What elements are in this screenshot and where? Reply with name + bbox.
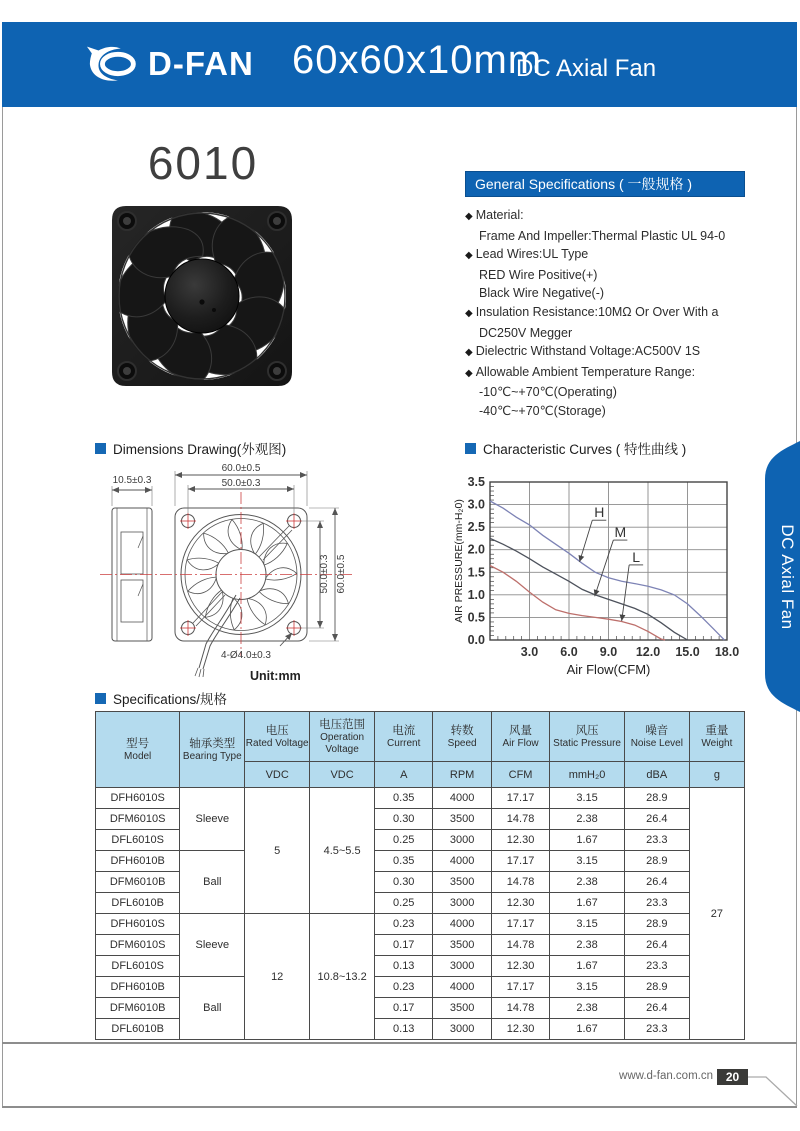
page-bottom-rule (2, 1106, 797, 1108)
spec-table (95, 711, 745, 1040)
column-unit: RPM (433, 762, 491, 788)
table-cell: DFM6010B (96, 872, 180, 893)
table-cell: 3.15 (550, 851, 625, 872)
x-axis-title: Air Flow(CFM) (566, 662, 651, 677)
table-cell: 10.8~13.2 (310, 914, 375, 1040)
column-header: 风量 Air Flow (491, 712, 549, 762)
table-cell: 17.17 (491, 977, 549, 998)
brand-name: D-FAN (148, 45, 254, 82)
curve-label-L: L (632, 548, 641, 565)
column-header: 重量 Weight (689, 712, 744, 762)
spec-table-section (95, 711, 745, 1040)
spec-line-text: Black Wire Negative(-) (479, 286, 605, 301)
spec-line (465, 402, 745, 421)
y-tick-label: 3.0 (467, 497, 485, 512)
table-cell: Sleeve (180, 788, 245, 851)
table-cell: 26.4 (624, 872, 689, 893)
general-specifications-titlebar: General Specifications ( 一般规格 ) (465, 171, 745, 197)
dimensions-drawing (98, 462, 450, 686)
spec-line (465, 342, 745, 363)
column-unit: A (375, 762, 433, 788)
x-tick-label: 12.0 (635, 645, 661, 659)
y-tick-label: 1.0 (467, 587, 485, 602)
column-header: 风压 Static Pressure (550, 712, 625, 762)
table-row (96, 977, 745, 998)
table-cell: 1.67 (550, 1019, 625, 1040)
spec-line (465, 383, 745, 402)
table-cell: 23.3 (624, 893, 689, 914)
y-axis-title: AIR PRESSURE(mm-H₂0) (453, 499, 465, 623)
table-cell: 0.13 (375, 1019, 433, 1040)
product-model: 6010 (147, 137, 259, 189)
table-cell: DFL6010S (96, 956, 180, 977)
column-unit: VDC (245, 762, 310, 788)
fan-hub (165, 259, 239, 333)
y-tick-label: 2.5 (467, 520, 485, 535)
table-cell: 3000 (433, 1019, 491, 1040)
y-tick-label: 0.5 (467, 610, 485, 625)
spec-line-text: -10℃~+70℃(Operating) (479, 385, 617, 400)
column-unit: g (689, 762, 744, 788)
table-cell: 3.15 (550, 914, 625, 935)
column-unit: mmH₂0 (550, 762, 625, 788)
table-cell: 23.3 (624, 830, 689, 851)
x-tick-label: 18.0 (714, 645, 740, 659)
spec-line (465, 363, 745, 384)
table-cell: 4000 (433, 914, 491, 935)
table-cell: DFM6010B (96, 998, 180, 1019)
table-cell: 4000 (433, 788, 491, 809)
table-cell: 0.17 (375, 998, 433, 1019)
table-cell: Sleeve (180, 914, 245, 977)
curve-label-H: H (594, 504, 605, 521)
table-row (96, 788, 745, 809)
diamond-bullet-icon: ◆ (465, 250, 473, 262)
column-header: 型号 Model (96, 712, 180, 788)
table-cell: 12.30 (491, 830, 549, 851)
table-cell: 17.17 (491, 914, 549, 935)
dim-unit-label: Unit:mm (250, 669, 301, 683)
table-cell: 0.23 (375, 914, 433, 935)
table-cell: 0.35 (375, 851, 433, 872)
table-cell: 3000 (433, 893, 491, 914)
column-header: 噪音 Noise Level (624, 712, 689, 762)
general-specifications-section (465, 171, 745, 421)
table-cell: DFL6010B (96, 893, 180, 914)
table-cell: 14.78 (491, 935, 549, 956)
side-tab (752, 441, 800, 713)
column-header: 电压范围 Operation Voltage (310, 712, 375, 762)
footer-divider (2, 1042, 797, 1044)
table-cell: 12.30 (491, 1019, 549, 1040)
table-cell: 26.4 (624, 809, 689, 830)
table-cell: 4.5~5.5 (310, 788, 375, 914)
table-cell: DFM6010S (96, 935, 180, 956)
table-cell: 23.3 (624, 956, 689, 977)
dim-hole-pitch-v: 50.0±0.3 (319, 554, 330, 594)
column-unit: dBA (624, 762, 689, 788)
table-cell: 2.38 (550, 872, 625, 893)
dim-holes: 4-Ø4.0±0.3 (221, 650, 271, 661)
table-cell: 2.38 (550, 809, 625, 830)
spec-line-text: Dielectric Withstand Voltage:AC500V 1S (475, 344, 701, 359)
table-cell: 26.4 (624, 998, 689, 1019)
table-cell: 3.15 (550, 977, 625, 998)
table-cell: 0.35 (375, 788, 433, 809)
spec-line-text: -40℃~+70℃(Storage) (479, 403, 606, 418)
table-cell: 0.17 (375, 935, 433, 956)
table-cell: 2.38 (550, 935, 625, 956)
table-cell: 14.78 (491, 872, 549, 893)
table-cell: 5 (245, 788, 310, 914)
table-cell: 28.9 (624, 788, 689, 809)
table-cell: DFH6010B (96, 977, 180, 998)
y-tick-label: 2.0 (467, 542, 485, 557)
page-title: 60x60x10mm (292, 38, 543, 82)
spec-line (465, 206, 745, 227)
table-cell: 0.25 (375, 893, 433, 914)
table-cell: DFL6010S (96, 830, 180, 851)
spec-line-text: Insulation Resistance:10MΩ Or Over With a (475, 304, 719, 319)
spec-line (465, 324, 745, 343)
table-cell: 1.67 (550, 893, 625, 914)
section-marker-icon (95, 443, 106, 454)
table-cell: 14.78 (491, 998, 549, 1019)
x-tick-label: 6.0 (560, 645, 578, 659)
table-cell: 28.9 (624, 851, 689, 872)
page-number-badge: 20 (717, 1069, 748, 1085)
table-row (96, 851, 745, 872)
table-cell: DFH6010S (96, 914, 180, 935)
spec-line (465, 227, 745, 246)
y-tick-label: 3.5 (467, 475, 485, 489)
table-cell: 3500 (433, 998, 491, 1019)
column-header: 电压 Rated Voltage (245, 712, 310, 762)
table-cell: 3000 (433, 830, 491, 851)
column-unit: CFM (491, 762, 549, 788)
dim-hole-pitch-h: 50.0±0.3 (221, 478, 261, 489)
table-cell: 12 (245, 914, 310, 1040)
dimensions-section-title: Dimensions Drawing(外观图) (95, 438, 286, 458)
header-band (2, 22, 797, 107)
column-unit: VDC (310, 762, 375, 788)
spec-line-text: Frame And Impeller:Thermal Plastic UL 94-0 (479, 228, 726, 243)
y-tick-label: 1.5 (467, 565, 485, 580)
diamond-bullet-icon: ◆ (465, 307, 473, 319)
general-specifications-list (465, 206, 745, 421)
dim-outer-height: 60.0±0.5 (336, 554, 347, 594)
section-marker-icon (465, 443, 476, 454)
table-cell: 1.67 (550, 956, 625, 977)
diamond-bullet-icon: ◆ (465, 211, 473, 222)
table-cell: 26.4 (624, 935, 689, 956)
diamond-bullet-icon: ◆ (465, 367, 473, 379)
table-cell: 3500 (433, 935, 491, 956)
table-cell: 28.9 (624, 914, 689, 935)
table-cell: 4000 (433, 977, 491, 998)
table-cell: 3.15 (550, 788, 625, 809)
column-header: 轴承类型 Bearing Type (180, 712, 245, 788)
table-cell: DFH6010B (96, 851, 180, 872)
footer-website: www.d-fan.com.cn (619, 1070, 713, 1082)
table-cell: 3500 (433, 809, 491, 830)
table-cell: Ball (180, 851, 245, 914)
x-tick-label: 3.0 (520, 645, 539, 659)
table-cell: 0.30 (375, 872, 433, 893)
table-cell: 27 (689, 788, 744, 1040)
table-cell: 0.30 (375, 809, 433, 830)
x-tick-label: 9.0 (599, 645, 618, 659)
curve-L (490, 566, 665, 641)
table-row (96, 914, 745, 935)
table-cell: 1.67 (550, 830, 625, 851)
brand-logo (86, 42, 254, 86)
fan-product-photo (106, 198, 298, 394)
x-tick-label: 15.0 (675, 645, 700, 659)
dim-outer-width: 60.0±0.5 (221, 463, 261, 474)
table-cell: 12.30 (491, 893, 549, 914)
diamond-bullet-icon: ◆ (465, 347, 473, 359)
table-cell: 3500 (433, 872, 491, 893)
fan-logo-icon (86, 42, 144, 86)
spec-line (465, 303, 745, 324)
page-subtitle: DC Axial Fan (516, 55, 657, 82)
table-cell: 28.9 (624, 977, 689, 998)
table-cell: 0.25 (375, 830, 433, 851)
section-marker-icon (95, 693, 106, 704)
y-tick-label: 0.0 (467, 633, 485, 647)
dim-side-width: 10.5±0.3 (112, 475, 152, 486)
spec-line (465, 245, 745, 266)
spec-line-text: Allowable Ambient Temperature Range: (475, 364, 696, 379)
table-cell: 17.17 (491, 851, 549, 872)
spec-line-text: RED Wire Positive(+) (479, 267, 598, 282)
table-cell: 2.38 (550, 998, 625, 1019)
table-cell: Ball (180, 977, 245, 1040)
spec-line-text: Material: (475, 208, 524, 222)
table-cell: 23.3 (624, 1019, 689, 1040)
characteristic-curves-chart (450, 460, 750, 692)
table-cell: 4000 (433, 851, 491, 872)
table-cell: DFM6010S (96, 809, 180, 830)
spec-line-text: Lead Wires:UL Type (475, 247, 589, 262)
column-header: 电流 Current (375, 712, 433, 762)
curve-label-M: M (614, 524, 627, 541)
column-header: 转数 Speed (433, 712, 491, 762)
table-cell: 0.13 (375, 956, 433, 977)
side-tab-label: DC Axial Fan (778, 524, 797, 630)
table-cell: DFL6010B (96, 1019, 180, 1040)
table-cell: 14.78 (491, 809, 549, 830)
curves-section-title: Characteristic Curves ( 特性曲线 ) (465, 438, 686, 458)
spec-line-text: DC250V Megger (479, 325, 573, 340)
page-border-left (2, 107, 3, 1107)
table-cell: DFH6010S (96, 788, 180, 809)
spec-line (465, 266, 745, 285)
table-cell: 12.30 (491, 956, 549, 977)
table-cell: 0.23 (375, 977, 433, 998)
table-cell: 17.17 (491, 788, 549, 809)
table-cell: 3000 (433, 956, 491, 977)
spec-line (465, 284, 745, 303)
specifications-section-title: Specifications/规格 (95, 688, 227, 708)
